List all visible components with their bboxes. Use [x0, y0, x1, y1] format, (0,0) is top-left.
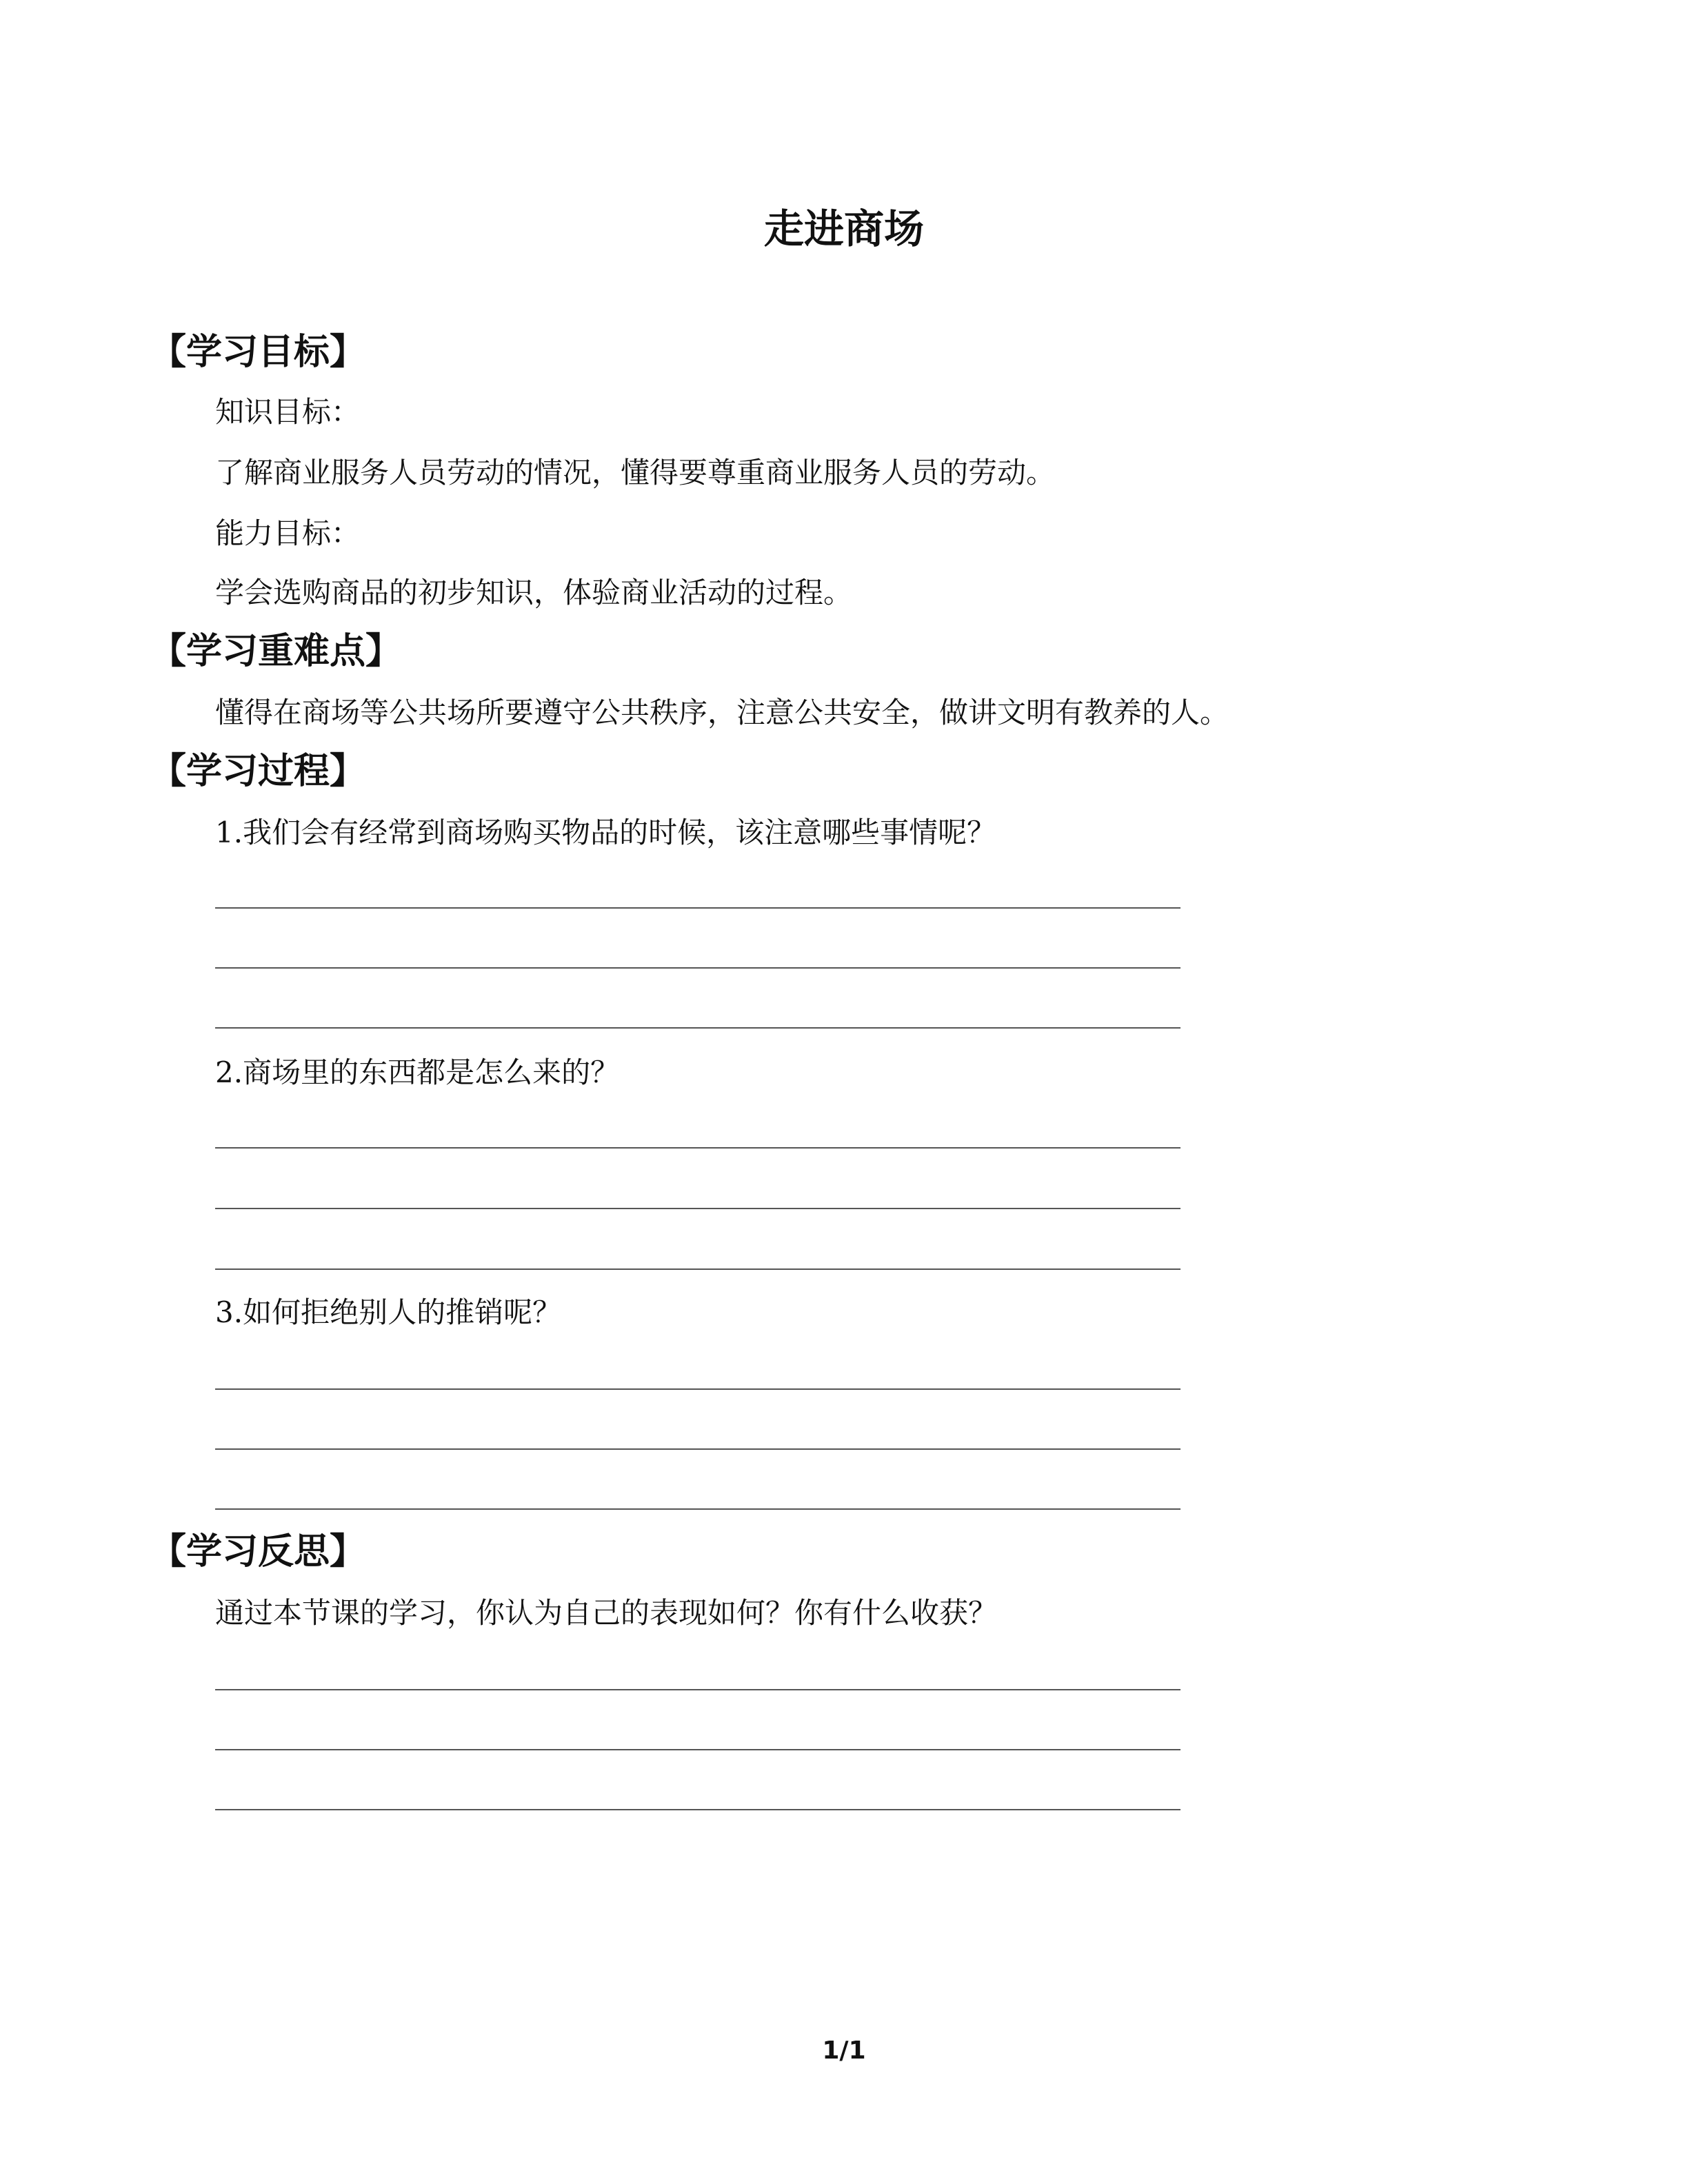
question-1: 1.我们会有经常到商场购买物品的时候，该注意哪些事情呢？	[215, 816, 996, 849]
question-2: 2.商场里的东西都是怎么来的？	[215, 1055, 620, 1089]
page-title: 走进商场	[763, 205, 924, 252]
answer-line[interactable]	[215, 1508, 1180, 1510]
page-number: 1/1	[822, 2036, 866, 2065]
goal-line: 了解商业服务人员劳动的情况，懂得要尊重商业服务人员的劳动。	[215, 456, 1056, 489]
answer-line[interactable]	[215, 907, 1180, 909]
answer-line[interactable]	[215, 967, 1180, 969]
answer-line[interactable]	[215, 1809, 1180, 1810]
answer-line[interactable]	[215, 1208, 1180, 1209]
answer-line[interactable]	[215, 1448, 1180, 1450]
answer-line[interactable]	[215, 1147, 1180, 1149]
answer-line[interactable]	[215, 1388, 1180, 1390]
reflection-prompt: 通过本节课的学习，你认为自己的表现如何？你有什么收获？	[215, 1596, 998, 1630]
answer-line[interactable]	[215, 1689, 1180, 1690]
section-heading-reflection: 【学习反思】	[150, 1531, 366, 1573]
question-3: 3.如何拒绝别人的推销呢？	[215, 1295, 562, 1329]
goal-line: 学会选购商品的初步知识，体验商业活动的过程。	[215, 576, 853, 609]
section-heading-key-points: 【学习重难点】	[150, 631, 402, 672]
answer-line[interactable]	[215, 1027, 1180, 1029]
answer-line[interactable]	[215, 1268, 1180, 1270]
key-point-line: 懂得在商场等公共场所要遵守公共秩序，注意公共安全，做讲文明有教养的人。	[215, 696, 1229, 729]
section-heading-process: 【学习过程】	[150, 751, 366, 792]
goal-line: 能力目标：	[215, 516, 361, 550]
goal-line: 知识目标：	[215, 395, 361, 429]
section-heading-goals: 【学习目标】	[150, 332, 366, 373]
answer-line[interactable]	[215, 1749, 1180, 1750]
